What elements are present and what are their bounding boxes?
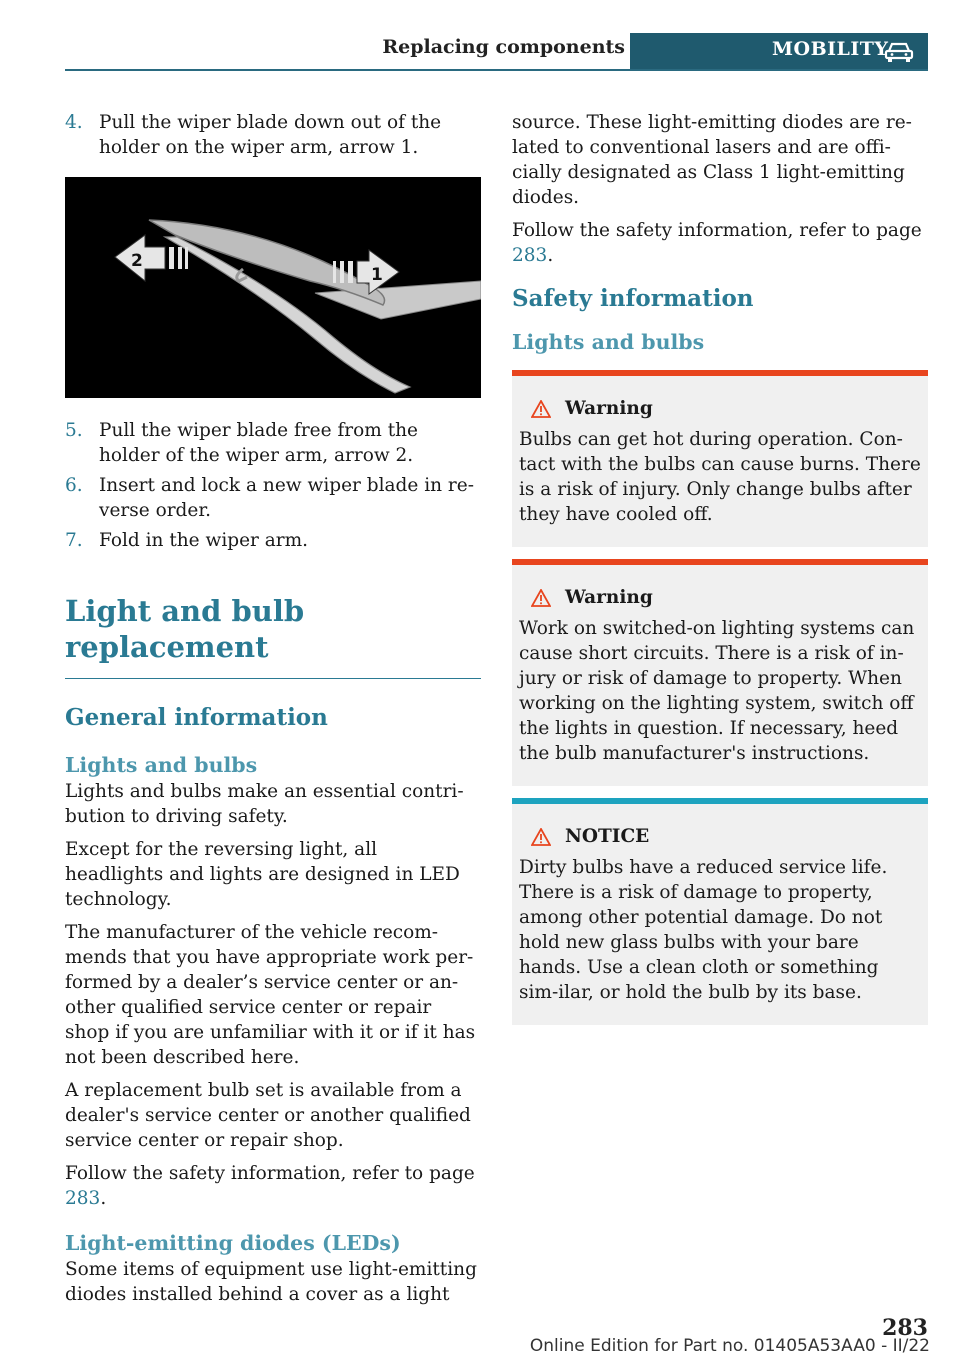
header-section-title: Replacing components <box>382 36 625 58</box>
step-number: 7. <box>65 530 83 551</box>
body-paragraph: The manufacturer of the vehicle recom‐mends that you have appropriate work per‐formed by a dealer’s service center or an‐other qualified service center or repair shop if you are unfamiliar with it or if it has not been described here. <box>65 922 476 1068</box>
wiper-blade-illustration <box>65 177 481 398</box>
header-tab <box>630 33 928 70</box>
subsection-heading: General information <box>65 704 328 731</box>
page-link[interactable]: 283 <box>65 1188 101 1209</box>
body-paragraph: Some items of equipment use light-emitting diodes installed behind a cover as a light <box>65 1259 477 1305</box>
page-link[interactable]: 283 <box>512 245 548 266</box>
warning-box <box>512 370 928 547</box>
reference-end: . <box>547 245 554 266</box>
step-text: Insert and lock a new wiper blade in re‐verse order. <box>99 475 474 521</box>
warning-text: Bulbs can get hot during operation. Con‐tact with the bulbs can cause burns. There is a risk of injury. Only change bulbs after they have cooled off. <box>519 429 921 525</box>
warning-header <box>519 585 921 610</box>
warning-text: Work on switched-on lighting systems can cause short circuits. There is a risk of in‐jury or risk of damage to property. When working on the lighting system, switch off the lights in question. If necessary, heed the bulb manufacturer's instructions. <box>519 618 915 764</box>
subsection-heading: Safety information <box>512 285 754 312</box>
warning-triangle-icon <box>531 589 551 607</box>
topic-heading: Light-emitting diodes (LEDs) <box>65 1231 401 1255</box>
notice-box <box>512 798 928 1025</box>
section-heading: Light and bulb replacement <box>65 593 481 679</box>
notice-header <box>519 824 921 849</box>
topic-heading: Lights and bulbs <box>512 330 705 354</box>
topic-heading: Lights and bulbs <box>65 753 258 777</box>
step-text: Fold in the wiper arm. <box>99 530 309 551</box>
figure-label-1: 1 <box>371 265 383 285</box>
reference-text: Follow the safety information, refer to page <box>512 220 922 241</box>
step-number: 6. <box>65 475 83 496</box>
step-number: 4. <box>65 112 83 133</box>
notice-text: Dirty bulbs have a reduced service life. There is a risk of damage to property, among other potential damage. Do not hold new glass bulbs with your bare hands. Use a clean cloth or something sim‐ilar, or hold the bulb by its base. <box>519 857 888 1003</box>
footer-edition: Online Edition for Part no. 01405A53AA0 - II/22 <box>529 1336 930 1356</box>
warning-title: Warning <box>565 398 653 419</box>
warning-triangle-icon <box>531 400 551 418</box>
header-tab-label: MOBILITY <box>772 38 889 60</box>
warning-header <box>519 396 921 421</box>
warning-triangle-icon <box>531 828 551 846</box>
step-number: 5. <box>65 420 83 441</box>
step-item <box>65 473 481 523</box>
safety-reference <box>512 218 928 268</box>
body-paragraph: Lights and bulbs make an essential contri‐bution to driving safety. <box>65 781 464 827</box>
step-item <box>65 110 481 160</box>
body-paragraph: source. These light-emitting diodes are re‐lated to conventional lasers and are offi‐cially designated as Class 1 light-emitting diodes. <box>512 112 912 208</box>
wiper-blade-drawing <box>65 177 481 398</box>
figure-label-2: 2 <box>131 251 143 271</box>
body-paragraph: Except for the reversing light, all headlights and lights are designed in LED technology. <box>65 839 460 910</box>
page-number: 283 <box>882 1315 928 1341</box>
step-item <box>65 418 481 468</box>
right-column <box>512 110 928 1037</box>
car-icon <box>884 41 914 63</box>
notice-title: NOTICE <box>565 826 650 847</box>
reference-end: . <box>100 1188 107 1209</box>
safety-reference <box>65 1161 481 1211</box>
step-text: Pull the wiper blade free from the holder of the wiper arm, arrow 2. <box>99 420 418 466</box>
step-item <box>65 528 481 553</box>
warning-box <box>512 559 928 786</box>
body-paragraph: A replacement bulb set is available from a dealer's service center or another qualified service center or repair shop. <box>65 1080 471 1151</box>
warning-title: Warning <box>565 587 653 608</box>
header-rule <box>65 69 928 71</box>
reference-text: Follow the safety information, refer to page <box>65 1163 475 1184</box>
left-column <box>65 110 481 1315</box>
step-text: Pull the wiper blade down out of the holder on the wiper arm, arrow 1. <box>99 112 442 158</box>
